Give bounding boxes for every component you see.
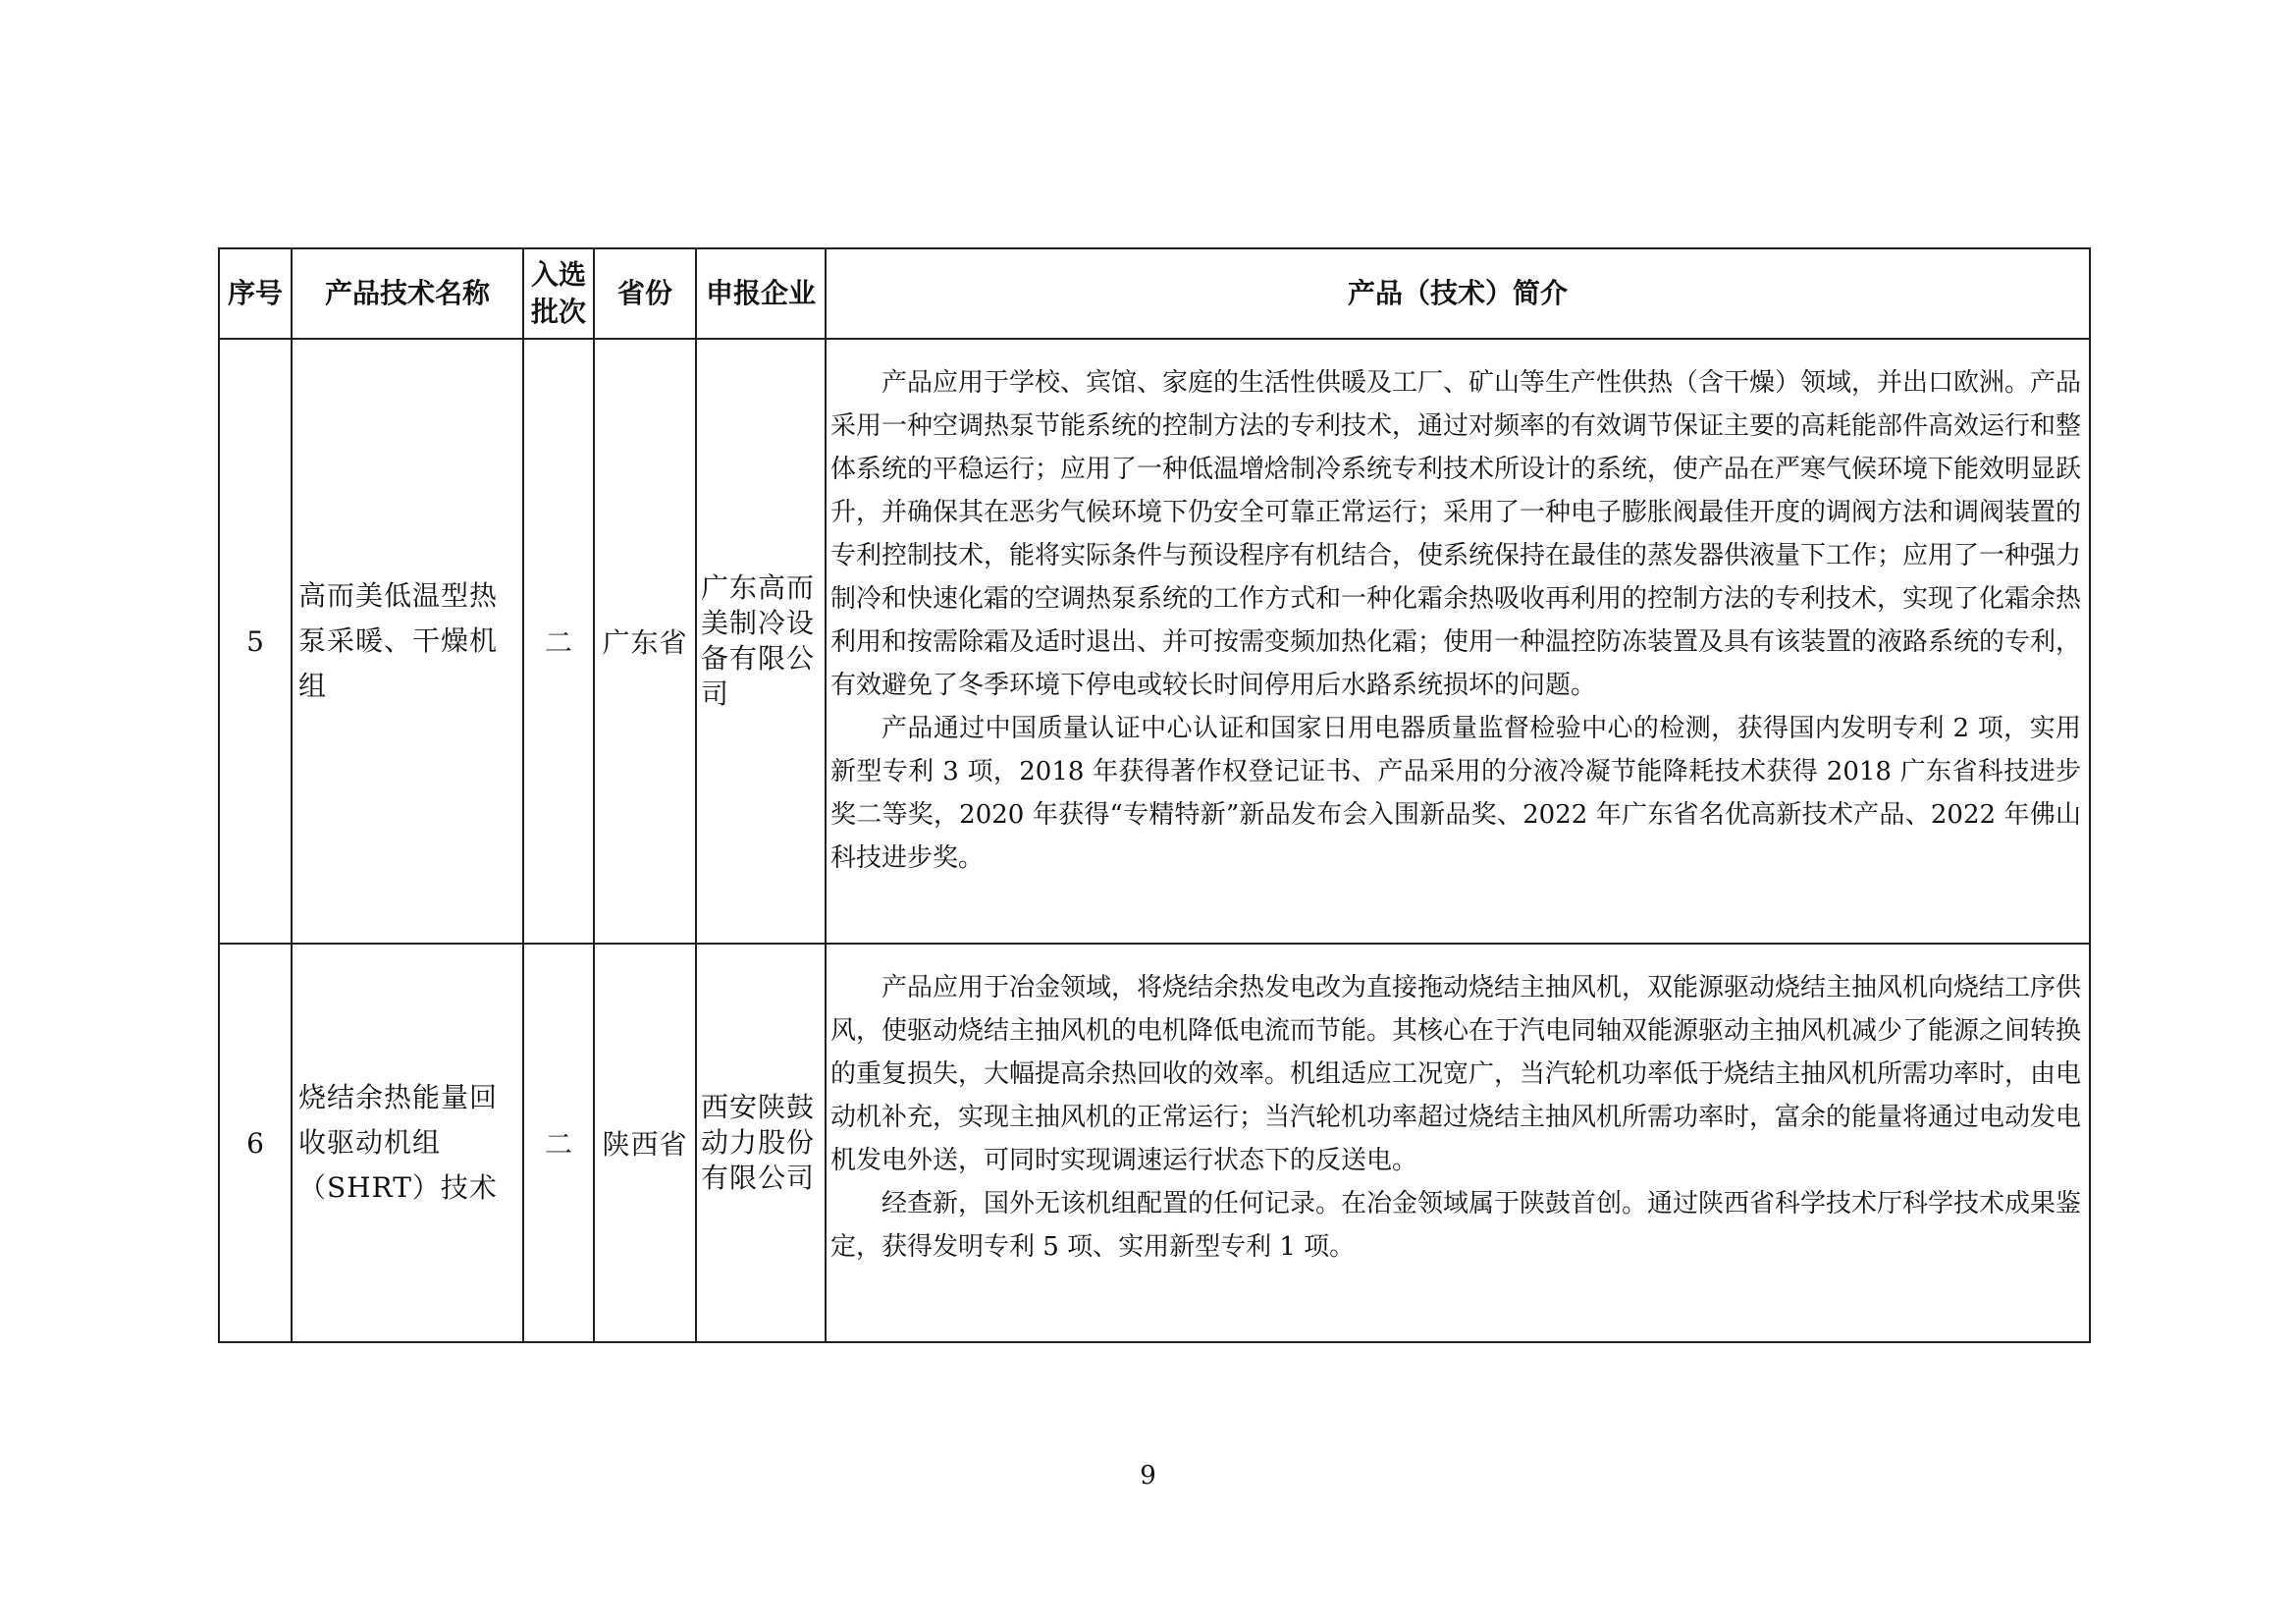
row-enterprise: 广东高而美制冷设备有限公司 [696, 339, 826, 944]
header-product-name: 产品技术名称 [292, 248, 523, 339]
header-description: 产品（技术）简介 [826, 248, 2090, 339]
product-technology-table [218, 247, 2091, 1343]
table-row [219, 944, 2090, 1342]
row-description [826, 339, 2090, 944]
table-row [219, 339, 2090, 944]
description-paragraph: 产品通过中国质量认证中心认证和国家日用电器质量监督检验中心的检测，获得国内发明专利 2 项，实用新型专利 3 项，2018 年获得著作权登记证书、产品采用的分液冷凝节能降耗技术获得 2018 广东省科技进步奖二等奖，2020 年获得“专精特新”新品发布会入围新品奖、2022 年广东省名优高新技术产品、2022 年佛山科技进步奖。 [830, 714, 2081, 873]
description-paragraph: 产品应用于冶金领域，将烧结余热发电改为直接拖动烧结主抽风机，双能源驱动烧结主抽风机向烧结工序供风，使驱动烧结主抽风机的电机降低电流而节能。其核心在于汽电同轴双能源驱动主抽风机减少了能源之间转换的重复损失，大幅提高余热回收的效率。机组适应工况宽广，当汽轮机功率低于烧结主抽风机所需功率时，由电动机补充，实现主抽风机的正常运行；当汽轮机功率超过烧结主抽风机所需功率时，富余的能量将通过电动发电机发电外送，可同时实现调速运行状态下的反送电。 [830, 973, 2082, 1175]
row-description [826, 944, 2090, 1342]
table-header-row [219, 248, 2090, 339]
row-province: 广东省 [594, 339, 696, 944]
row-product-name: 烧结余热能量回收驱动机组（SHRT）技术 [292, 944, 523, 1342]
row-product-name: 高而美低温型热泵采暖、干燥机组 [292, 339, 523, 944]
row-enterprise: 西安陕鼓动力股份有限公司 [696, 944, 826, 1342]
row-province: 陕西省 [594, 944, 696, 1342]
description-paragraph: 经查新，国外无该机组配置的任何记录。在冶金领域属于陕鼓首创。通过陕西省科学技术厅科学技术成果鉴定，获得发明专利 5 项、实用新型专利 1 项。 [830, 1189, 2082, 1262]
header-batch [523, 248, 594, 339]
header-batch-line1: 入选 [530, 258, 586, 291]
header-enterprise: 申报企业 [696, 248, 826, 339]
header-index: 序号 [219, 248, 292, 339]
description-paragraph: 产品应用于学校、宾馆、家庭的生活性供暖及工厂、矿山等生产性供热（含干燥）领域，并出口欧洲。产品采用一种空调热泵节能系统的控制方法的专利技术，通过对频率的有效调节保证主要的高耗能部件高效运行和整体系统的平稳运行；应用了一种低温增焓制冷系统专利技术所设计的系统，使产品在严寒气候环境下能效明显跃升，并确保其在恶劣气候环境下仍安全可靠正常运行；采用了一种电子膨胀阀最佳开度的调阀方法和调阀装置的专利控制技术，能将实际条件与预设程序有机结合，使系统保持在最佳的蒸发器供液量下工作；应用了一种强力制冷和快速化霜的空调热泵系统的工作方式和一种化霜余热吸收再利用的控制方法的专利技术，实现了化霜余热利用和按需除霜及适时退出、并可按需变频加热化霜；使用一种温控防冻装置及具有该装置的液路系统的专利，有效避免了冬季环境下停电或较长时间停用后水路系统损坏的问题。 [830, 368, 2082, 700]
page-number: 9 [1140, 1461, 1156, 1490]
row-batch: 二 [523, 339, 594, 944]
row-index: 6 [219, 944, 292, 1342]
header-batch-line2: 批次 [530, 296, 586, 328]
row-batch: 二 [523, 944, 594, 1342]
row-index: 5 [219, 339, 292, 944]
header-province: 省份 [594, 248, 696, 339]
